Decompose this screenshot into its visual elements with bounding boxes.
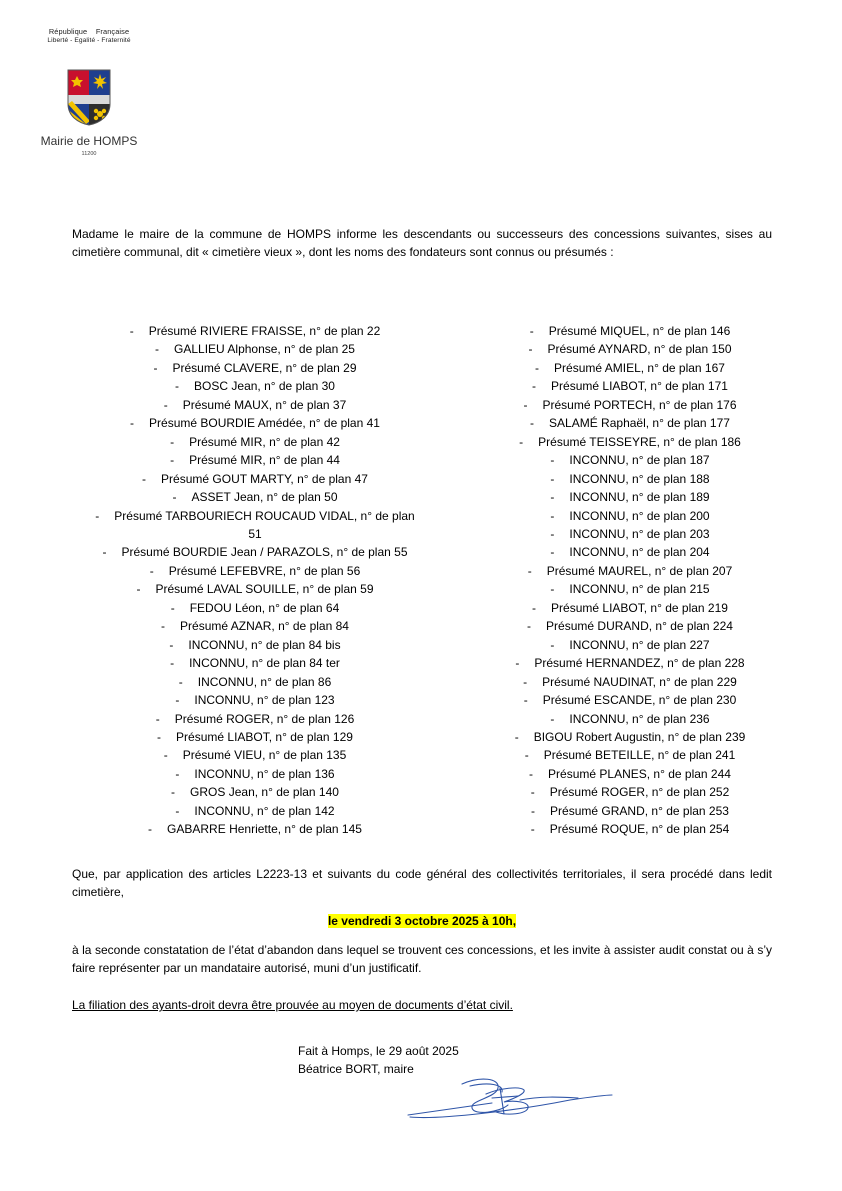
list-dash: - [550, 582, 555, 597]
date-line [72, 912, 772, 930]
concession-item [90, 433, 420, 451]
list-dash: - [149, 563, 154, 578]
concession-item [480, 802, 780, 820]
concession-text: Présumé MAUREL, n° de plan 207 [546, 563, 733, 578]
concession-item [480, 728, 780, 746]
list-dash: - [523, 674, 528, 689]
concession-item [90, 802, 420, 820]
list-dash: - [532, 600, 537, 615]
list-dash: - [178, 674, 183, 689]
concession-text: BOSC Jean, n° de plan 30 [194, 379, 335, 394]
concession-item [90, 451, 420, 469]
concession-item [90, 728, 420, 746]
handwritten-signature-icon [400, 1070, 615, 1125]
concession-item [480, 433, 780, 451]
concession-item [480, 488, 780, 506]
list-dash: - [136, 582, 141, 597]
concession-text: Présumé RIVIERE FRAISSE, n° de plan 22 [148, 324, 381, 338]
list-dash: - [175, 379, 180, 394]
list-dash: - [157, 729, 162, 744]
concession-item [90, 396, 420, 414]
list-dash: - [527, 619, 532, 634]
list-dash: - [550, 545, 555, 560]
list-dash: - [523, 693, 528, 708]
list-dash: - [529, 766, 534, 781]
concession-text: Présumé CLAVERE, n° de plan 29 [172, 360, 357, 375]
concession-text: GALLIEU Alphonse, n° de plan 25 [174, 342, 355, 357]
concession-text: Présumé ESCANDE, n° de plan 230 [542, 693, 737, 708]
concession-item [90, 710, 420, 728]
invite-paragraph: à la seconde constatation de l’état d’abandon dans lequel se trouvent ces concessions, et les invite à assister audit constat ou à s’y faire représenter par un mandataire autorisé, muni d’un justificatif. [72, 943, 772, 975]
concession-text: INCONNU, n° de plan 187 [569, 453, 710, 468]
list-dash: - [550, 526, 555, 541]
concession-text: Présumé TEISSEYRE, n° de plan 186 [538, 434, 741, 449]
list-dash: - [155, 342, 160, 357]
concession-item [90, 488, 420, 506]
concession-item [90, 783, 420, 801]
list-dash: - [129, 324, 134, 338]
concession-item [90, 340, 420, 358]
list-dash: - [535, 360, 540, 375]
concession-text: Présumé MIR, n° de plan 44 [189, 453, 340, 468]
concession-text: INCONNU, n° de plan 203 [569, 526, 710, 541]
concession-text: Présumé GRAND, n° de plan 253 [550, 803, 729, 818]
concession-item [480, 580, 780, 598]
list-dash: - [161, 619, 166, 634]
concession-text: BIGOU Robert Augustin, n° de plan 239 [533, 729, 746, 744]
list-dash: - [169, 637, 174, 652]
concession-text: Présumé ROGER, n° de plan 126 [174, 711, 355, 726]
list-dash: - [550, 508, 555, 523]
concession-item [480, 710, 780, 728]
list-dash: - [529, 324, 534, 338]
concession-text: Présumé LEFEBVRE, n° de plan 56 [168, 563, 361, 578]
concession-item [90, 673, 420, 691]
list-dash: - [155, 711, 160, 726]
list-dash: - [527, 563, 532, 578]
concession-text: INCONNU, n° de plan 142 [194, 803, 335, 818]
list-dash: - [171, 785, 176, 800]
intro-paragraph: Madame le maire de la commune de HOMPS informe les descendants ou successeurs des concessions suivantes, sises au cimetière communal, dit « cimetière vieux », dont les noms des fondateurs sont connus ou présumés : [72, 227, 772, 259]
list-dash: - [532, 379, 537, 394]
list-dash: - [170, 656, 175, 671]
concession-item [480, 507, 780, 525]
concession-item [90, 820, 420, 838]
list-dash: - [550, 711, 555, 726]
concession-item [90, 691, 420, 709]
concession-item [90, 507, 420, 544]
concession-text: Présumé AZNAR, n° de plan 84 [180, 619, 349, 634]
concession-text: ASSET Jean, n° de plan 50 [191, 490, 338, 505]
republique-line: République Française [48, 27, 130, 36]
concession-text: INCONNU, n° de plan 84 bis [188, 637, 341, 652]
concession-item [480, 396, 780, 414]
list-dash: - [170, 434, 175, 449]
concession-item [90, 599, 420, 617]
concession-text: INCONNU, n° de plan 188 [569, 471, 710, 486]
concession-text: Présumé NAUDINAT, n° de plan 229 [542, 674, 737, 689]
concession-text: INCONNU, n° de plan 86 [197, 674, 332, 689]
concession-text: Présumé HERNANDEZ, n° de plan 228 [534, 656, 745, 671]
concession-text: INCONNU, n° de plan 204 [569, 545, 710, 560]
mairie-name: Mairie de HOMPS [40, 134, 138, 148]
concession-text: Présumé MAUX, n° de plan 37 [182, 397, 347, 412]
list-dash: - [550, 490, 555, 505]
concession-item [480, 451, 780, 469]
list-dash: - [153, 360, 158, 375]
concession-item [480, 414, 780, 432]
concession-item [90, 654, 420, 672]
concession-item [480, 340, 780, 358]
concession-text: Présumé BETEILLE, n° de plan 241 [543, 748, 736, 763]
concession-text: GROS Jean, n° de plan 140 [190, 785, 339, 800]
concession-item [480, 746, 780, 764]
list-dash: - [163, 748, 168, 763]
concession-text: Présumé LIABOT, n° de plan 129 [176, 729, 353, 744]
concession-item [90, 543, 420, 561]
concession-item [480, 377, 780, 395]
concession-text: Présumé BOURDIE Amédée, n° de plan 41 [149, 416, 380, 431]
list-dash: - [550, 453, 555, 468]
concession-item [90, 580, 420, 598]
concession-item [90, 414, 420, 432]
concession-item [480, 636, 780, 654]
motto-line: Liberté - Egalité - Fraternité [47, 36, 131, 44]
list-dash: - [175, 803, 180, 818]
list-dash: - [102, 545, 107, 560]
concession-item [480, 783, 780, 801]
concession-item [90, 322, 420, 340]
list-dash: - [550, 637, 555, 652]
concession-item [90, 746, 420, 764]
concession-text: Présumé MIR, n° de plan 42 [189, 434, 340, 449]
concession-item [480, 543, 780, 561]
list-dash: - [530, 785, 535, 800]
concession-text: Présumé TARBOURIECH ROUCAUD VIDAL, n° de plan 51 [114, 508, 415, 541]
list-dash: - [175, 766, 180, 781]
republique-label [28, 28, 150, 45]
list-dash: - [130, 416, 135, 431]
concession-text: INCONNU, n° de plan 227 [569, 637, 710, 652]
list-dash: - [170, 600, 175, 615]
list-dash: - [142, 471, 147, 486]
concession-text: Présumé ROQUE, n° de plan 254 [549, 822, 730, 837]
postcode: 11200 [81, 151, 97, 157]
concession-text: INCONNU, n° de plan 123 [194, 693, 335, 708]
list-dash: - [530, 822, 535, 837]
concessions-right-list [480, 322, 780, 839]
concession-item [90, 562, 420, 580]
concession-text: Présumé PLANES, n° de plan 244 [548, 766, 731, 781]
list-dash: - [514, 729, 519, 744]
list-dash: - [531, 803, 536, 818]
header-block [28, 28, 150, 157]
concession-text: FEDOU Léon, n° de plan 64 [189, 600, 340, 615]
list-dash: - [163, 397, 168, 412]
concession-item [480, 691, 780, 709]
concession-text: Présumé DURAND, n° de plan 224 [546, 619, 733, 634]
concession-item [90, 377, 420, 395]
signature-name: Béatrice BORT, maire [298, 1062, 414, 1076]
concession-item [480, 470, 780, 488]
list-dash: - [519, 434, 524, 449]
concession-text: INCONNU, n° de plan 84 ter [189, 656, 340, 671]
concession-item [90, 636, 420, 654]
list-dash: - [530, 416, 535, 431]
list-dash: - [95, 508, 100, 523]
concession-text: Présumé AMIEL, n° de plan 167 [554, 360, 725, 375]
concession-text: INCONNU, n° de plan 200 [569, 508, 710, 523]
date-highlight: le vendredi 3 octobre 2025 à 10h, [327, 914, 517, 928]
concession-text: Présumé ROGER, n° de plan 252 [549, 785, 730, 800]
list-dash: - [175, 693, 180, 708]
concession-text: Présumé LIABOT, n° de plan 219 [551, 600, 728, 615]
concession-text: Présumé LAVAL SOUILLE, n° de plan 59 [155, 582, 374, 597]
concession-text: INCONNU, n° de plan 136 [194, 766, 335, 781]
concession-item [480, 525, 780, 543]
list-dash: - [170, 453, 175, 468]
concession-text: Présumé MIQUEL, n° de plan 146 [548, 324, 731, 338]
concession-text: Présumé VIEU, n° de plan 135 [182, 748, 347, 763]
concession-text: GABARRE Henriette, n° de plan 145 [167, 822, 362, 837]
concession-text: INCONNU, n° de plan 189 [569, 490, 710, 505]
concessions-left-list [90, 322, 420, 839]
list-dash: - [523, 397, 528, 412]
concession-item [480, 322, 780, 340]
concession-text: SALAMÉ Raphaël, n° de plan 177 [549, 416, 730, 431]
legal-paragraph: Que, par application des articles L2223-13 et suivants du code général des collectivités territoriales, il sera procédé dans ledit cimetière, [72, 867, 772, 899]
concession-item [480, 599, 780, 617]
concession-text: Présumé BOURDIE Jean / PARAZOLS, n° de plan 55 [121, 545, 408, 560]
concession-item [90, 765, 420, 783]
filiation-note: La filiation des ayants-droit devra être prouvée au moyen de documents d’état civil. [72, 998, 513, 1012]
concession-item [90, 617, 420, 635]
concession-text: INCONNU, n° de plan 215 [569, 582, 710, 597]
concession-item [480, 654, 780, 672]
coat-of-arms-icon [66, 68, 112, 126]
list-dash: - [515, 656, 520, 671]
concession-item [480, 765, 780, 783]
concession-text: Présumé LIABOT, n° de plan 171 [551, 379, 728, 394]
list-dash: - [148, 822, 153, 837]
concession-item [480, 562, 780, 580]
list-dash: - [550, 471, 555, 486]
concession-text: INCONNU, n° de plan 236 [569, 711, 710, 726]
signature-place-date: Fait à Homps, le 29 août 2025 [298, 1044, 459, 1058]
concession-text: Présumé GOUT MARTY, n° de plan 47 [161, 471, 368, 486]
list-dash: - [172, 490, 177, 505]
concession-item [90, 359, 420, 377]
list-dash: - [524, 748, 529, 763]
concession-item [480, 673, 780, 691]
concession-item [480, 820, 780, 838]
concession-text: Présumé AYNARD, n° de plan 150 [547, 342, 732, 357]
concession-item [90, 470, 420, 488]
concession-item [480, 359, 780, 377]
concession-text: Présumé PORTECH, n° de plan 176 [542, 397, 737, 412]
concession-item [480, 617, 780, 635]
list-dash: - [528, 342, 533, 357]
